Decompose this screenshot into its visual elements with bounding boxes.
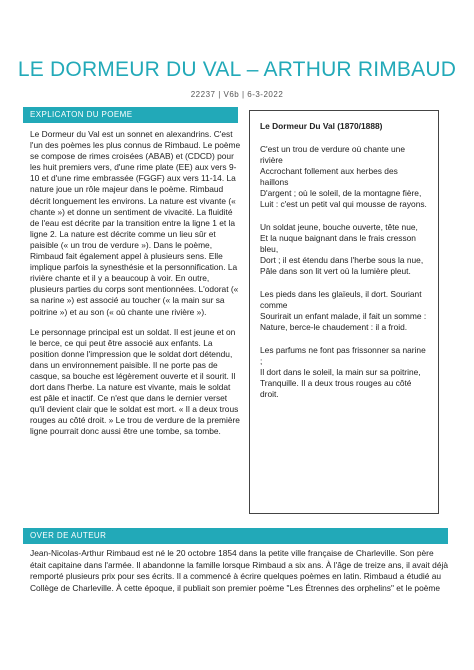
poem-stanza-1	[260, 144, 428, 210]
poem-title: Le Dormeur Du Val (1870/1888)	[260, 121, 383, 131]
page-subtitle: 22237 | V6b | 6-3-2022	[190, 90, 284, 99]
poem-stanza-3	[260, 289, 428, 333]
poem-line: Il dort dans le soleil, la main sur sa poitrine,	[260, 367, 421, 377]
section-heading-author: OVER DE AUTEUR	[23, 528, 448, 544]
author-paragraph: Jean-Nicolas-Arthur Rimbaud est né le 20 octobre 1854 dans la petite ville française de Charleville. Son père était capitaine dans l'armée. Il abandonne la famille lorsque Rimbaud a six ans. À l'âge de treize ans, il avait déjà remporté plusieurs prix pour ses écrits. Il a commencé à écrire quelques poèmes en latin. Rimbaud a étudié au Collège de Charleville. À cette époque, il publiait son premier poème "Les Étrennes des orphelins" et le poème	[30, 548, 449, 593]
explication-text	[30, 129, 242, 447]
poem-line: Tranquille. Il a deux trous rouges au côté droit.	[260, 378, 412, 399]
poem-line: Luit : c'est un petit val qui mousse de rayons.	[260, 199, 427, 209]
poem-line: Un soldat jeune, bouche ouverte, tête nue,	[260, 222, 418, 232]
explication-paragraph-2: Le personnage principal est un soldat. Il est jeune et on le berce, ce qui peut être associé aux enfants. La position donne l'impression que le soldat dort détendu, dans un environnement paisible. Il ne porte pas de casque, sa bouche est légèrement ouverte et il sourit. Il dort dans l'herbe. La nature est vivante, mais le soldat est pâle et inactif. Ce n'est que dans le dernier verset qu'il devient clair que le soldat est mort. « Il a deux trous rouges au côté droit. » Le trou de verdure de la première ligne pourrait donc aussi être une tombe, sa tombe.	[30, 326, 240, 437]
poem-line: Nature, berce-le chaudement : il a froid.	[260, 322, 408, 332]
poem-stanza-4	[260, 345, 428, 400]
poem-stanza-2	[260, 222, 428, 277]
page-title: LE DORMEUR DU VAL – ARTHUR RIMBAUD	[17, 58, 457, 81]
poem-line: Les pieds dans les glaïeuls, il dort. Souriant comme	[260, 289, 422, 310]
explication-paragraph-1: Le Dormeur du Val est un sonnet en alexandrins. C'est l'un des poèmes les plus connus de Rimbaud. Le poème se compose de rimes croisées (ABAB) et (CDCD) pour les huit premiers vers, d'une rime plate (EE) aux vers 9-10 et d'une rime embrassée (FGGF) aux vers 11-14. La nature joue un rôle majeur dans le poème. Rimbaud décrit longuement les environs. La nature est vivante (« chante ») et donne un sentiment de vivacité. La fluidité de l'eau est décrite par la transition entre la ligne 1 et la ligne 2. La nature est décrite comme un lieu sûr et paisible (« un trou de verdure »). Dans le poème, Rimbaud fait également appel à plusieurs sens. Elle implique parfois la synesthésie et la personnification. La rivière chante et il y a beaucoup à voir. En outre, plusieurs parties du corps sont mentionnées. L'odorat (« sa narine ») est associé au toucher (« la main sur sa poitrine ») et au son (« où chante une rivière »).	[30, 129, 241, 317]
poem-line: Sourirait un enfant malade, il fait un somme :	[260, 311, 427, 321]
poem-line: Les parfums ne font pas frissonner sa narine ;	[260, 345, 426, 366]
poem-line: Pâle dans son lit vert où la lumière pleut.	[260, 266, 411, 276]
poem-box	[249, 110, 439, 514]
poem-line: C'est un trou de verdure où chante une rivière	[260, 144, 406, 165]
poem-line: Dort ; il est étendu dans l'herbe sous la nue,	[260, 255, 424, 265]
poem-line: Et la nuque baignant dans le frais cresson bleu,	[260, 233, 416, 254]
poem-line: D'argent ; où le soleil, de la montagne fière,	[260, 188, 422, 198]
poem-line: Accrochant follement aux herbes des haillons	[260, 166, 398, 187]
author-text	[30, 548, 450, 594]
section-heading-explication: EXPLICATON DU POEME	[23, 107, 238, 123]
